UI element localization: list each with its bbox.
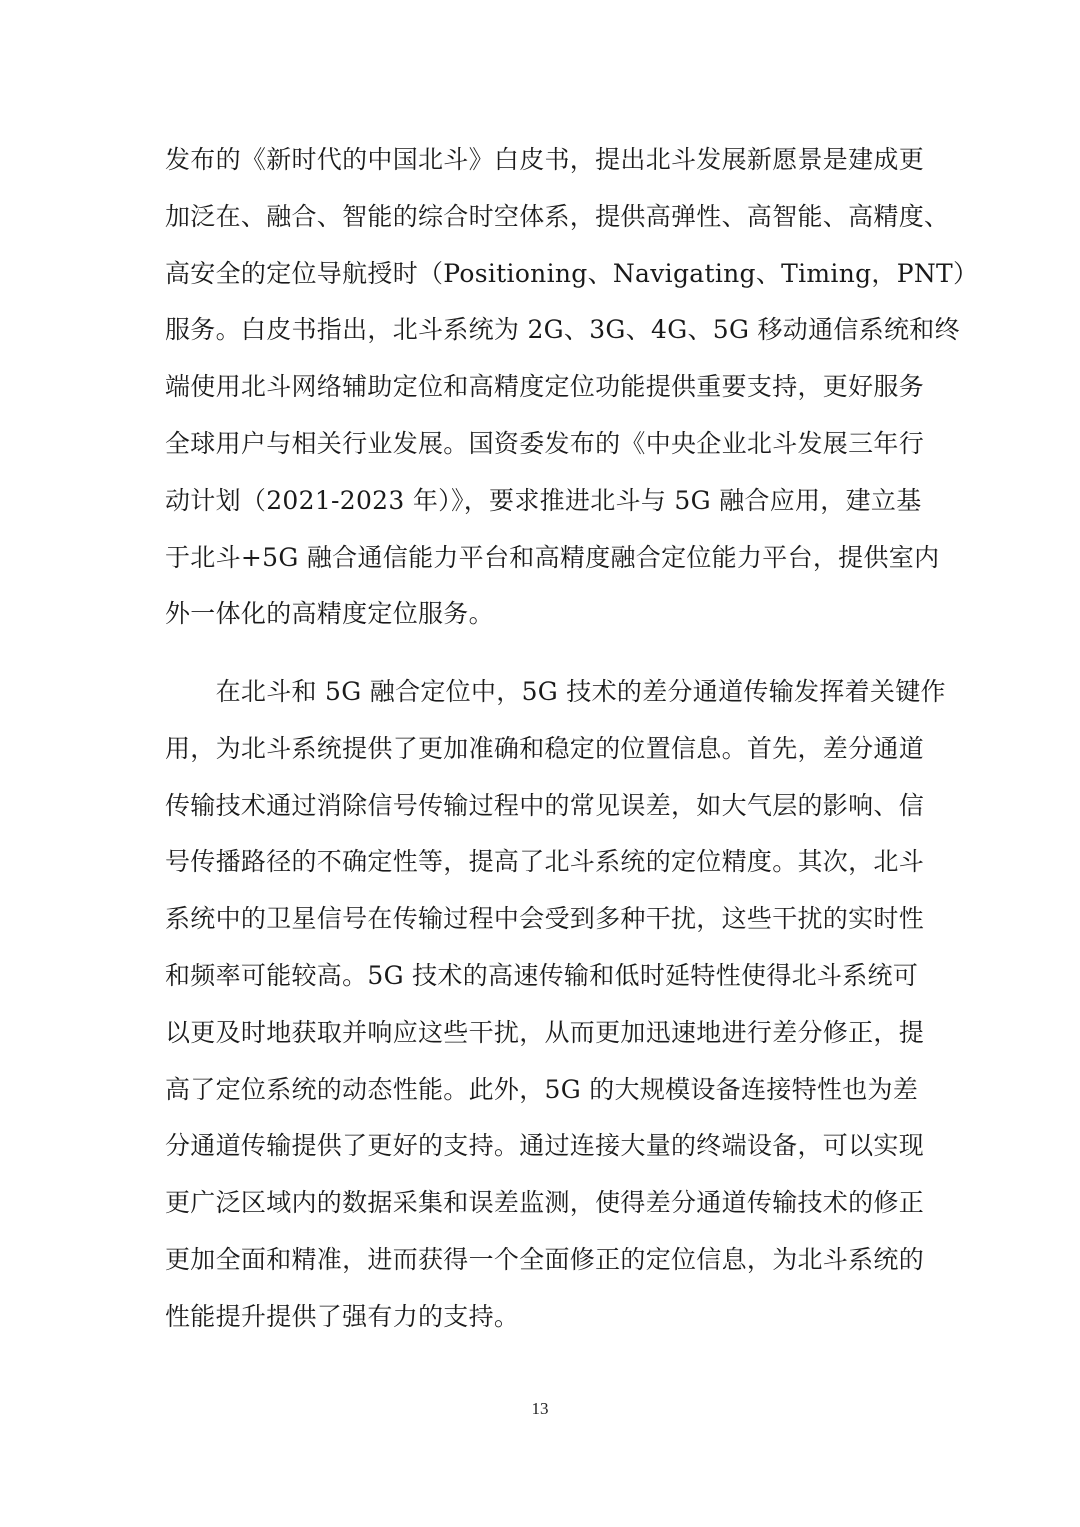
text-line: 动计划（2021-2023 年）》，要求推进北斗与 5G 融合应用，建立基 <box>165 485 922 515</box>
text-line: 分通道传输提供了更好的支持。通过连接大量的终端设备，可以实现 <box>165 1131 925 1161</box>
text-line: 号传播路径的不确定性等，提高了北斗系统的定位精度。其次，北斗 <box>165 847 925 877</box>
text-line: 高安全的定位导航授时（Positioning、Navigating、Timing，PNT） <box>165 258 979 288</box>
text-line: 高了定位系统的动态性能。此外，5G 的大规模设备连接特性也为差 <box>165 1074 919 1104</box>
text-line: 更广泛区域内的数据采集和误差监测，使得差分通道传输技术的修正 <box>165 1188 925 1218</box>
text-line: 发布的《新时代的中国北斗》白皮书，提出北斗发展新愿景是建成更 <box>165 145 925 174</box>
text-line: 用，为北斗系统提供了更加准确和稳定的位置信息。首先，差分通道 <box>165 733 925 763</box>
text-line: 和频率可能较高。5G 技术的高速传输和低时延特性使得北斗系统可 <box>165 960 919 990</box>
text-line: 服务。白皮书指出，北斗系统为 2G、3G、4G、5G 移动通信系统和终 <box>165 315 960 345</box>
text-line: 系统中的卫星信号在传输过程中会受到多种干扰，这些干扰的实时性 <box>165 904 925 934</box>
page-number: 13 <box>531 1399 549 1418</box>
paragraph-1 <box>165 132 979 643</box>
text-line: 于北斗+5G 融合通信能力平台和高精度融合定位能力平台，提供室内 <box>165 542 940 572</box>
text-line: 以更及时地获取并响应这些干扰，从而更加迅速地进行差分修正，提 <box>165 1017 925 1047</box>
text-line: 端使用北斗网络辅助定位和高精度定位功能提供重要支持，更好服务 <box>165 372 925 402</box>
text-line: 传输技术通过消除信号传输过程中的常见误差，如大气层的影响、信 <box>165 790 925 820</box>
text-line: 外一体化的高精度定位服务。 <box>165 599 494 629</box>
text-line: 性能提升提供了强有力的支持。 <box>165 1301 520 1331</box>
text-line: 在北斗和 5G 融合定位中，5G 技术的差分通道传输发挥着关键作 <box>165 677 946 706</box>
text-line: 全球用户与相关行业发展。国资委发布的《中央企业北斗发展三年行 <box>165 428 925 458</box>
text-line: 更加全面和精准，进而获得一个全面修正的定位信息，为北斗系统的 <box>165 1244 925 1274</box>
paragraph-2 <box>165 664 946 1346</box>
text-line: 加泛在、融合、智能的综合时空体系，提供高弹性、高智能、高精度、 <box>165 201 950 231</box>
